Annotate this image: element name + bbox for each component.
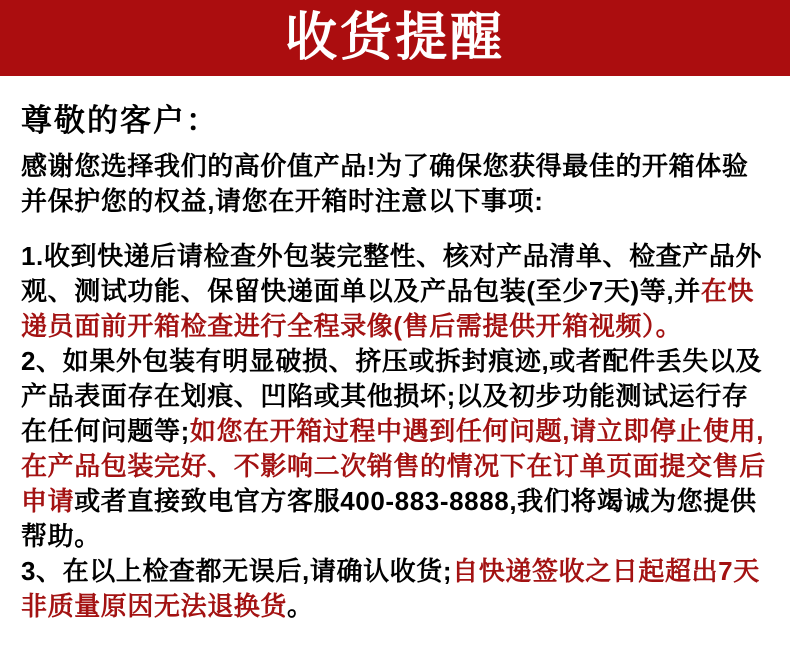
page-title: 收货提醒	[284, 10, 505, 67]
notice-segment-black: 2、如果外包装有明显破损、挤压或拆封痕迹,或者配件丢失以及产品表面存在划痕、凹陷或其他损坏;以及初步功能测试运行存在任何问题等;	[21, 346, 763, 446]
notice-body	[0, 76, 790, 624]
notice-segment-black: 1.收到快递后请检查外包装完整性、核对产品清单、检查产品外观、测试功能、保留快递面单以及产品包装(至少7天)等,并	[21, 241, 763, 306]
intro-paragraph: 感谢您选择我们的高价值产品!为了确保您获得最佳的开箱体验并保护您的权益,请您在开箱时注意以下事项:	[21, 151, 749, 216]
notice-item-3	[21, 554, 772, 624]
notice-segment-red: 在快递员面前开箱检查进行全程录像(售后需提供开箱视频）。	[21, 276, 755, 341]
header-banner	[0, 0, 790, 76]
notice-segment-red: 如您在开箱过程中遇到任何问题,请立即停止使用,在产品包装完好、不影响二次销售的情况下在订单页面提交售后申请	[21, 416, 766, 516]
notice-segment-black: 或者直接致电官方客服400-883-8888,我们将竭诚为您提供帮助。	[21, 486, 757, 551]
notice-segment-black: 。	[287, 591, 314, 621]
notice-item-1	[21, 239, 772, 344]
notice-item-2	[21, 344, 772, 554]
notice-segment-red: 自快递签收之日起超出7天非质量原因无法退换货	[21, 556, 760, 621]
greeting-line: 尊敬的客户：	[21, 103, 219, 138]
notice-items	[21, 239, 772, 624]
notice-segment-black: 3、在以上检查都无误后,请确认收货;	[21, 556, 453, 586]
